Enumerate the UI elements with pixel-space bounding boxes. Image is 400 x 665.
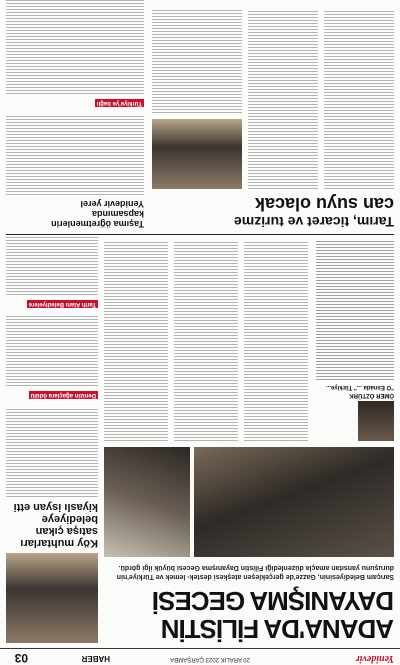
- masthead: [0, 648, 400, 665]
- main-body-col-2: [174, 241, 238, 441]
- right-column-body-1: [6, 407, 98, 497]
- right-column-red-label-1: Denizin ağaçlara ödülü: [30, 392, 96, 398]
- main-body-col-3: [104, 241, 168, 441]
- main-body-col-1: [244, 241, 308, 441]
- right-column-body-2: [6, 316, 98, 386]
- lower-story-headline: [154, 194, 394, 229]
- main-headline-line1: ADANA'DA FİLİSTİN: [161, 614, 394, 644]
- main-subhead: Sarıçam Belediyesinin, Gazze'de gerçekleşen ateşkesi destek- lemek ve Türkiye'nin duruşunu yansıtan amaçla düzenlediği Filistin Dayanışma Gecesi büyük ilgi gördü.: [116, 564, 394, 580]
- columnist-body-text: [316, 240, 394, 380]
- lower-photo: [152, 119, 242, 189]
- main-photo: [194, 447, 394, 557]
- side-story-headline: Taşıma öğretmenlerin kapsamında: [51, 209, 144, 229]
- side-story-headline-2: Yenidevir yerel: [80, 199, 144, 209]
- right-column-body-3: [6, 235, 98, 295]
- lower-headline-line1: Tarım, ticaret ve turizme: [233, 214, 394, 230]
- columnist-portrait: [358, 401, 394, 441]
- right-column-red-label-2: Tarih Alanı Belediyelere: [28, 301, 96, 307]
- page-number: 03: [14, 651, 28, 665]
- right-column-photo: [6, 553, 98, 643]
- section-divider: [6, 234, 394, 235]
- lower-body-col-1: [324, 9, 394, 189]
- lower-headline-line2: can suyu olacak: [254, 194, 394, 214]
- side-story-red-subtitle: Türkiye'ye bağlı: [96, 100, 142, 106]
- side-story-body-1: [6, 115, 144, 195]
- right-column-headline: Köy muhtarları satışa çıkan belediyeye kiyaslı isyan etti: [13, 501, 98, 549]
- date-line: 20 ARALIK 2023 ÇARŞAMBA: [170, 656, 250, 662]
- right-column-story: [6, 243, 98, 643]
- columnist-name: ÖMER ÖZTÜRK: [349, 392, 394, 398]
- section-label: HABER: [81, 654, 110, 663]
- brand-logo: Yenidevir: [355, 653, 394, 664]
- lower-body-col-3: [152, 9, 242, 113]
- side-story: [6, 7, 144, 229]
- secondary-photo: [104, 447, 190, 557]
- lower-body-col-2: [248, 9, 318, 189]
- columnist-title: "O Esnada ..." Türkiye...: [325, 384, 394, 390]
- main-headline-line2: DAYANIŞMA GECESİ: [152, 586, 394, 616]
- side-story-body-2: [6, 0, 144, 94]
- main-headline: [104, 585, 394, 643]
- columnist-box: [314, 241, 394, 441]
